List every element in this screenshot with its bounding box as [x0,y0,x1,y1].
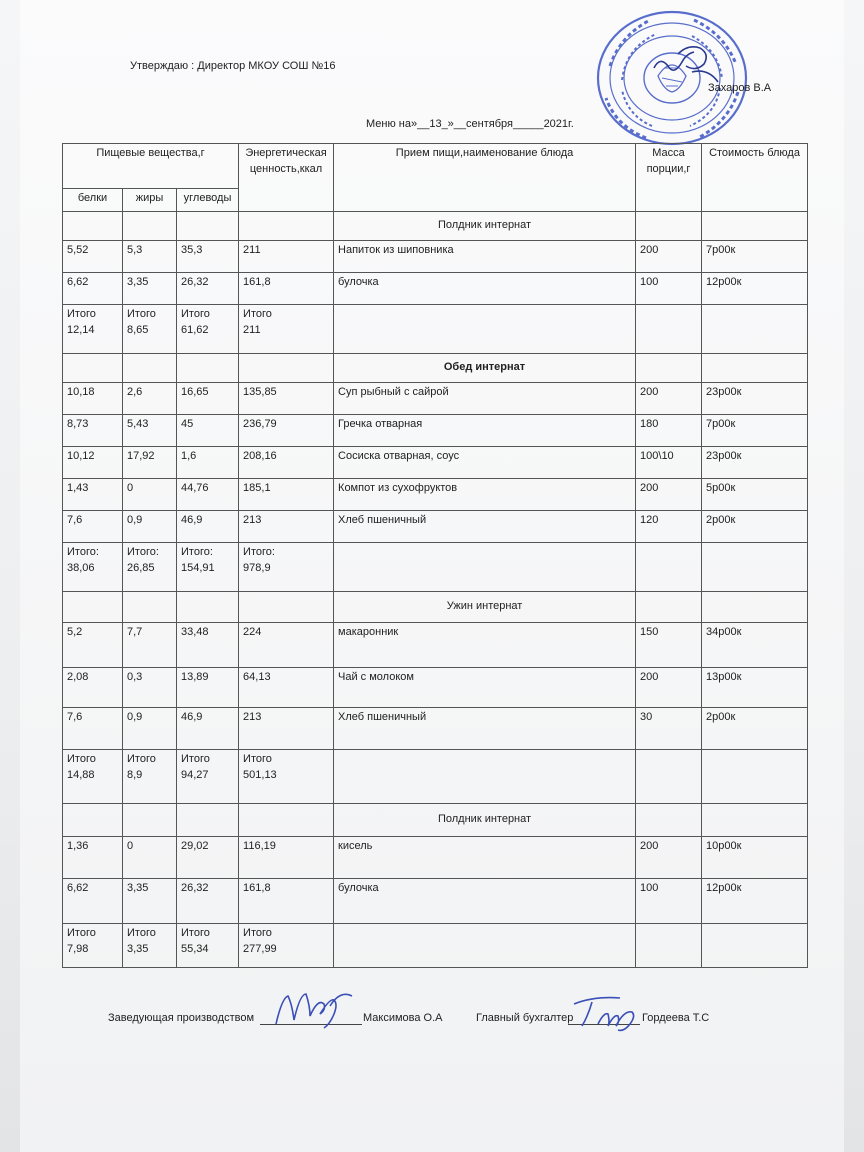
total-value: 14,88 [67,768,95,781]
fats-cell: 0,9 [123,511,177,543]
section-title: Полдник интернат [334,212,636,241]
total-label: Итого [181,927,210,939]
fats-cell: 0 [123,837,177,879]
section-row [63,804,808,837]
mass-cell: 200 [636,837,702,879]
total-value: 61,62 [181,323,209,336]
empty-cell [334,750,636,804]
total-carbs-cell [177,543,239,592]
table-row [63,511,808,543]
empty-cell [636,924,702,968]
proteins-cell: 10,18 [63,383,123,415]
fats-cell: 5,3 [123,241,177,273]
total-value: 94,27 [181,768,209,781]
empty-cell [123,592,177,623]
total-row [63,543,808,592]
total-value: 501,13 [243,768,277,781]
fats-cell: 0 [123,479,177,511]
empty-cell [177,804,239,837]
table-row [63,273,808,305]
carbs-header: углеводы [177,189,239,212]
total-value: 26,85 [127,561,155,574]
table-row [63,668,808,708]
energy-cell: 185,1 [239,479,334,511]
total-value: 211 [243,323,261,336]
head-label: Заведующая производством [108,1012,255,1024]
total-carbs-cell [177,750,239,804]
total-label: Итого: [127,546,159,558]
dish-cell: макаронник [334,623,636,668]
energy-cell: 224 [239,623,334,668]
empty-cell [63,354,123,383]
accountant-label: Главный бухгалтер [476,1012,574,1024]
empty-cell [702,354,808,383]
carbs-cell: 16,65 [177,383,239,415]
total-energy-cell [239,543,334,592]
carbs-cell: 13,89 [177,668,239,708]
proteins-cell: 7,6 [63,511,123,543]
empty-cell [636,305,702,354]
mass-cell: 200 [636,241,702,273]
energy-cell: 211 [239,241,334,273]
fats-cell: 7,7 [123,623,177,668]
empty-cell [702,212,808,241]
energy-cell: 116,19 [239,837,334,879]
total-fats-cell [123,924,177,968]
meal-header: Прием пищи,наименование блюда [334,144,636,212]
empty-cell [63,592,123,623]
carbs-cell: 29,02 [177,837,239,879]
total-label: Итого [127,927,156,939]
cost-cell: 5р00к [702,479,808,511]
head-signature [272,990,362,1030]
table-row [63,447,808,479]
total-proteins-cell [63,305,123,354]
table-row [63,623,808,668]
carbs-cell: 1,6 [177,447,239,479]
proteins-cell: 1,43 [63,479,123,511]
total-label: Итого [181,753,210,765]
empty-cell [177,212,239,241]
empty-cell [334,305,636,354]
empty-cell [636,212,702,241]
total-value: 978,9 [243,561,271,574]
proteins-cell: 5,52 [63,241,123,273]
dish-cell: Сосиска отварная, соус [334,447,636,479]
dish-cell: Суп рыбный с сайрой [334,383,636,415]
cost-cell: 7р00к [702,415,808,447]
total-value: 8,65 [127,323,149,336]
total-label: Итого [67,308,96,320]
mass-cell: 30 [636,708,702,750]
fats-cell: 5,43 [123,415,177,447]
carbs-cell: 33,48 [177,623,239,668]
official-stamp [588,6,760,152]
empty-cell [702,924,808,968]
proteins-cell: 6,62 [63,879,123,924]
energy-cell: 161,8 [239,879,334,924]
mass-cell: 100\10 [636,447,702,479]
energy-cell: 135,85 [239,383,334,415]
total-value: 38,06 [67,561,95,574]
dish-cell: Хлеб пшеничный [334,511,636,543]
section-row [63,212,808,241]
total-value: 7,98 [67,942,89,955]
mass-header: Масса порции,г [636,144,702,212]
total-row [63,305,808,354]
dish-cell: Напиток из шиповника [334,241,636,273]
fats-cell: 3,35 [123,879,177,924]
cost-cell: 2р00к [702,708,808,750]
mass-cell: 200 [636,668,702,708]
total-label: Итого [127,753,156,765]
accountant-signature [568,994,648,1034]
carbs-cell: 44,76 [177,479,239,511]
energy-header: Энергетическая ценность,ккал [239,144,334,212]
total-value: 55,34 [181,942,209,955]
proteins-cell: 7,6 [63,708,123,750]
table-row [63,837,808,879]
section-row [63,354,808,383]
fats-cell: 0,9 [123,708,177,750]
empty-cell [636,543,702,592]
total-energy-cell [239,305,334,354]
energy-cell: 236,79 [239,415,334,447]
empty-cell [636,354,702,383]
empty-cell [177,354,239,383]
director-name: Захаров В.А [708,82,772,94]
table-row [63,241,808,273]
dish-cell: Чай с молоком [334,668,636,708]
cost-cell: 13р00к [702,668,808,708]
total-fats-cell [123,305,177,354]
proteins-header: белки [63,189,123,212]
cost-cell: 2р00к [702,511,808,543]
energy-cell: 64,13 [239,668,334,708]
empty-cell [177,592,239,623]
total-label: Итого [127,308,156,320]
total-label: Итого [67,753,96,765]
empty-cell [702,305,808,354]
empty-cell [636,804,702,837]
total-label: Итого [181,308,210,320]
nutrients-header: Пищевые вещества,г [63,144,239,189]
dish-cell: булочка [334,273,636,305]
total-row [63,924,808,968]
table-row [63,415,808,447]
total-row [63,750,808,804]
proteins-cell: 8,73 [63,415,123,447]
proteins-cell: 5,2 [63,623,123,668]
menu-title: Меню на»__13_»__сентября_____2021г. [366,118,574,130]
cost-cell: 7р00к [702,241,808,273]
section-title: Ужин интернат [334,592,636,623]
total-label: Итого: [243,546,275,558]
total-carbs-cell [177,924,239,968]
section-title: Полдник интернат [334,804,636,837]
mass-cell: 180 [636,415,702,447]
proteins-cell: 2,08 [63,668,123,708]
section-title: Обед интернат [334,354,636,383]
approval-line: Утверждаю : Директор МКОУ СОШ №16 [130,60,336,72]
mass-cell: 200 [636,383,702,415]
fats-cell: 2,6 [123,383,177,415]
section-row [63,592,808,623]
empty-cell [63,212,123,241]
carbs-cell: 35,3 [177,241,239,273]
energy-cell: 213 [239,708,334,750]
total-fats-cell [123,543,177,592]
empty-cell [334,543,636,592]
empty-cell [702,750,808,804]
total-proteins-cell [63,750,123,804]
carbs-cell: 45 [177,415,239,447]
table-row [63,383,808,415]
mass-cell: 120 [636,511,702,543]
cost-cell: 23р00к [702,447,808,479]
carbs-cell: 26,32 [177,273,239,305]
dish-cell: булочка [334,879,636,924]
table-row [63,479,808,511]
mass-cell: 100 [636,879,702,924]
empty-cell [334,924,636,968]
cost-cell: 34р00к [702,623,808,668]
empty-cell [702,543,808,592]
mass-cell: 200 [636,479,702,511]
carbs-cell: 46,9 [177,708,239,750]
total-carbs-cell [177,305,239,354]
total-energy-cell [239,750,334,804]
total-label: Итого: [181,546,213,558]
fats-cell: 3,35 [123,273,177,305]
total-label: Итого: [67,546,99,558]
total-proteins-cell [63,543,123,592]
empty-cell [123,354,177,383]
energy-cell: 208,16 [239,447,334,479]
empty-cell [239,804,334,837]
total-fats-cell [123,750,177,804]
dish-cell: Гречка отварная [334,415,636,447]
total-value: 154,91 [181,561,215,574]
table-row [63,708,808,750]
energy-cell: 161,8 [239,273,334,305]
dish-cell: кисель [334,837,636,879]
total-label: Итого [243,308,272,320]
carbs-cell: 26,32 [177,879,239,924]
carbs-cell: 46,9 [177,511,239,543]
proteins-cell: 1,36 [63,837,123,879]
total-value: 277,99 [243,942,277,955]
total-value: 3,35 [127,942,149,955]
total-label: Итого [67,927,96,939]
proteins-cell: 10,12 [63,447,123,479]
empty-cell [239,212,334,241]
head-name: Максимова О.А [363,1012,443,1024]
dish-cell: Компот из сухофруктов [334,479,636,511]
cost-cell: 12р00к [702,879,808,924]
fats-cell: 17,92 [123,447,177,479]
fats-cell: 0,3 [123,668,177,708]
total-value: 12,14 [67,323,95,336]
cost-header: Стоимость блюда [702,144,808,212]
empty-cell [239,354,334,383]
energy-cell: 213 [239,511,334,543]
empty-cell [702,592,808,623]
empty-cell [239,592,334,623]
total-energy-cell [239,924,334,968]
total-label: Итого [243,927,272,939]
empty-cell [63,804,123,837]
total-label: Итого [243,753,272,765]
cost-cell: 23р00к [702,383,808,415]
mass-cell: 100 [636,273,702,305]
empty-cell [636,750,702,804]
cost-cell: 10р00к [702,837,808,879]
accountant-name: Гордеева Т.С [642,1012,710,1024]
empty-cell [123,804,177,837]
table-row [63,879,808,924]
empty-cell [702,804,808,837]
empty-cell [636,592,702,623]
table-header-row [63,144,808,189]
dish-cell: Хлеб пшеничный [334,708,636,750]
total-proteins-cell [63,924,123,968]
proteins-cell: 6,62 [63,273,123,305]
mass-cell: 150 [636,623,702,668]
fats-header: жиры [123,189,177,212]
empty-cell [123,212,177,241]
total-value: 8,9 [127,768,143,781]
menu-table [62,143,808,968]
cost-cell: 12р00к [702,273,808,305]
